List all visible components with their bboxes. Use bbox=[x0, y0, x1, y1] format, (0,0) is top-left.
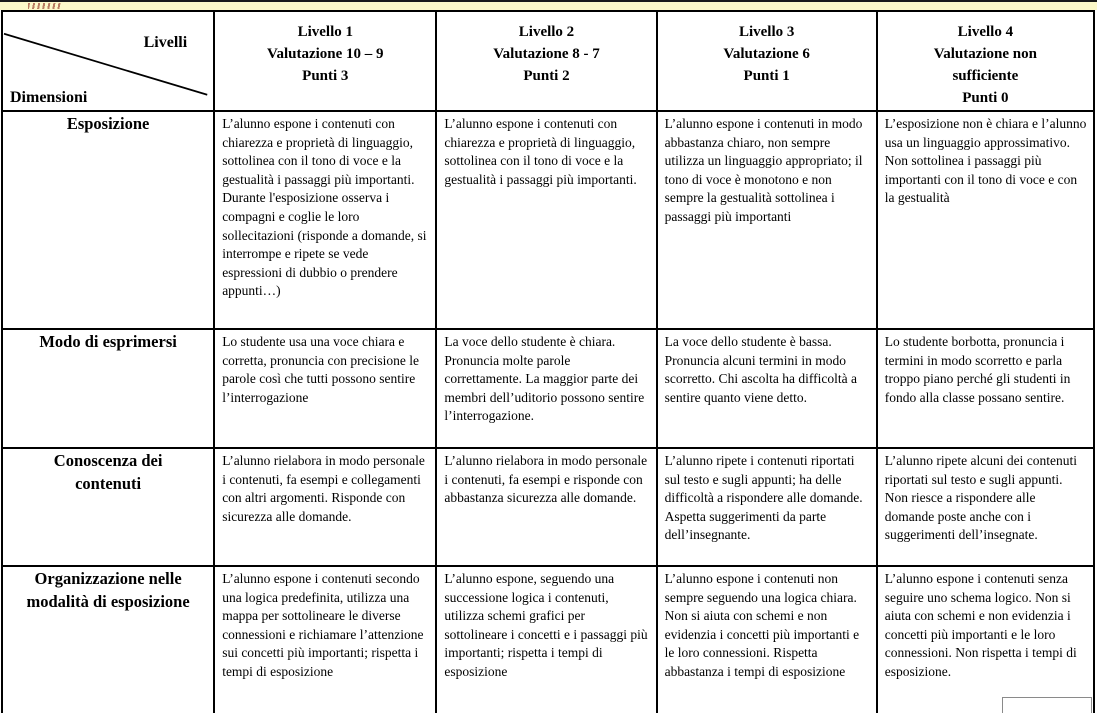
header-line: Valutazione 8 - 7 bbox=[493, 46, 600, 62]
cell-conoscenza-livello-2: L’alunno rielabora in modo personale i contenuti, fa esempi e risponde con abbastanza sicurezza alle domande. bbox=[436, 448, 656, 566]
cell-modo-livello-1: Lo studente usa una voce chiara e corretta, pronuncia con precisione le parole così che tutti possono sentire l’interrogazione bbox=[214, 329, 436, 448]
cell-organizzazione-livello-4: L’alunno espone i contenuti senza seguire uno schema logico. Non si aiuta con schemi e non evidenzia i concetti più importanti e le loro connessioni. Non rispetta i tempi di esposizione. bbox=[877, 566, 1094, 713]
row-label-modo-di-esprimersi: Modo di esprimersi bbox=[2, 329, 214, 448]
row-organizzazione bbox=[2, 566, 1094, 713]
column-header-livello-1 bbox=[214, 11, 436, 111]
cell-esposizione-livello-3: L’alunno espone i contenuti in modo abbastanza chiaro, non sempre utilizza un linguaggio appropriato; il tono di voce è monotono e non sempre la gestualità sottolinea i passaggi più importanti bbox=[657, 111, 877, 329]
header-line: Punti 3 bbox=[302, 68, 349, 84]
cell-esposizione-livello-1: L’alunno espone i contenuti con chiarezza e proprietà di linguaggio, sottolinea con il tono di voce e la gestualità i passaggi più importanti. Durante l'esposizione osserva i compagni e coglie le loro sollecitazioni (risponde a domande, si interrompe e ripete se vede espressioni di dubbio o prendere appunti…) bbox=[214, 111, 436, 329]
cell-modo-livello-3: La voce dello studente è bassa. Pronuncia alcuni termini in modo scorretto. Chi ascolta ha difficoltà a sentire quanto viene detto. bbox=[657, 329, 877, 448]
cell-esposizione-livello-4: L’esposizione non è chiara e l’alunno usa un linguaggio approssimativo. Non sottolinea i passaggi più importanti con il tono di voce e con la gestualità bbox=[877, 111, 1094, 329]
column-header-livello-3 bbox=[657, 11, 877, 111]
cell-organizzazione-livello-3: L’alunno espone i contenuti non sempre seguendo una logica chiara. Non si aiuta con schemi e non evidenzia i concetti più importanti e le loro connessioni. Rispetta abbastanza i tempi di esposizione bbox=[657, 566, 877, 713]
corner-cell bbox=[2, 11, 214, 111]
header-line: Valutazione 6 bbox=[723, 46, 810, 62]
cell-esposizione-livello-2: L’alunno espone i contenuti con chiarezza e proprietà di linguaggio, sottolinea con il tono di voce e la gestualità i passaggi più importanti. bbox=[436, 111, 656, 329]
corner-bottom-label: Dimensioni bbox=[10, 89, 88, 106]
cell-modo-livello-4: Lo studente borbotta, pronuncia i termini in modo scorretto e parla troppo piano perché gli studenti in fondo alla classe possano sentire. bbox=[877, 329, 1094, 448]
header-line: Livello 2 bbox=[518, 24, 575, 40]
header-line: Livello 3 bbox=[738, 24, 795, 40]
cell-conoscenza-livello-3: L’alunno ripete i contenuti riportati sul testo e sugli appunti; ha delle difficoltà a rispondere alle domande. Aspetta suggerimenti da parte dell’insegnante. bbox=[657, 448, 877, 566]
header-line: Valutazione 10 – 9 bbox=[267, 46, 384, 62]
row-conoscenza bbox=[2, 448, 1094, 566]
header-line: Livello 4 bbox=[957, 24, 1014, 40]
header-line: Punti 0 bbox=[962, 90, 1009, 106]
bottom-right-box bbox=[1002, 697, 1092, 713]
column-header-livello-4 bbox=[877, 11, 1094, 111]
header-line: Punti 1 bbox=[743, 68, 790, 84]
header-row bbox=[2, 11, 1094, 111]
header-line: Livello 1 bbox=[297, 24, 353, 40]
cell-organizzazione-livello-1: L’alunno espone i contenuti secondo una logica predefinita, utilizza una mappa per sottolineare le diverse connessioni e richiamare l’attenzione sui concetti più importanti; rispetta i tempi di esposizione bbox=[214, 566, 436, 713]
top-banner bbox=[0, 0, 1097, 10]
header-line: Valutazione non bbox=[933, 46, 1037, 62]
cell-conoscenza-livello-4: L’alunno ripete alcuni dei contenuti riportati sul testo e sugli appunti. Non riesce a rispondere alle domande poste anche con i suggerimenti dell’insegnate. bbox=[877, 448, 1094, 566]
header-line: sufficiente bbox=[952, 68, 1019, 84]
row-esposizione bbox=[2, 111, 1094, 329]
cell-conoscenza-livello-1: L’alunno rielabora in modo personale i contenuti, fa esempi e collegamenti con altri argomenti. Risponde con sicurezza alle domande. bbox=[214, 448, 436, 566]
banner-marks bbox=[28, 3, 62, 9]
cell-organizzazione-livello-2: L’alunno espone, seguendo una successione logica i contenuti, utilizza schemi grafici per sottolineare i concetti e i passaggi più importanti; rispetta i tempi di esposizione bbox=[436, 566, 656, 713]
row-label-organizzazione: Organizzazione nelle modalità di esposizione bbox=[2, 566, 214, 713]
header-line: Punti 2 bbox=[523, 68, 570, 84]
cell-modo-livello-2: La voce dello studente è chiara. Pronuncia molte parole correttamente. La maggior parte dei membri dell’uditorio possono sentire l’interrogazione. bbox=[436, 329, 656, 448]
row-label-esposizione: Esposizione bbox=[2, 111, 214, 329]
row-modo-di-esprimersi bbox=[2, 329, 1094, 448]
row-label-conoscenza: Conoscenza dei contenuti bbox=[2, 448, 214, 566]
corner-top-label: Livelli bbox=[143, 34, 188, 51]
column-header-livello-2 bbox=[436, 11, 656, 111]
rubric-table bbox=[1, 10, 1095, 713]
